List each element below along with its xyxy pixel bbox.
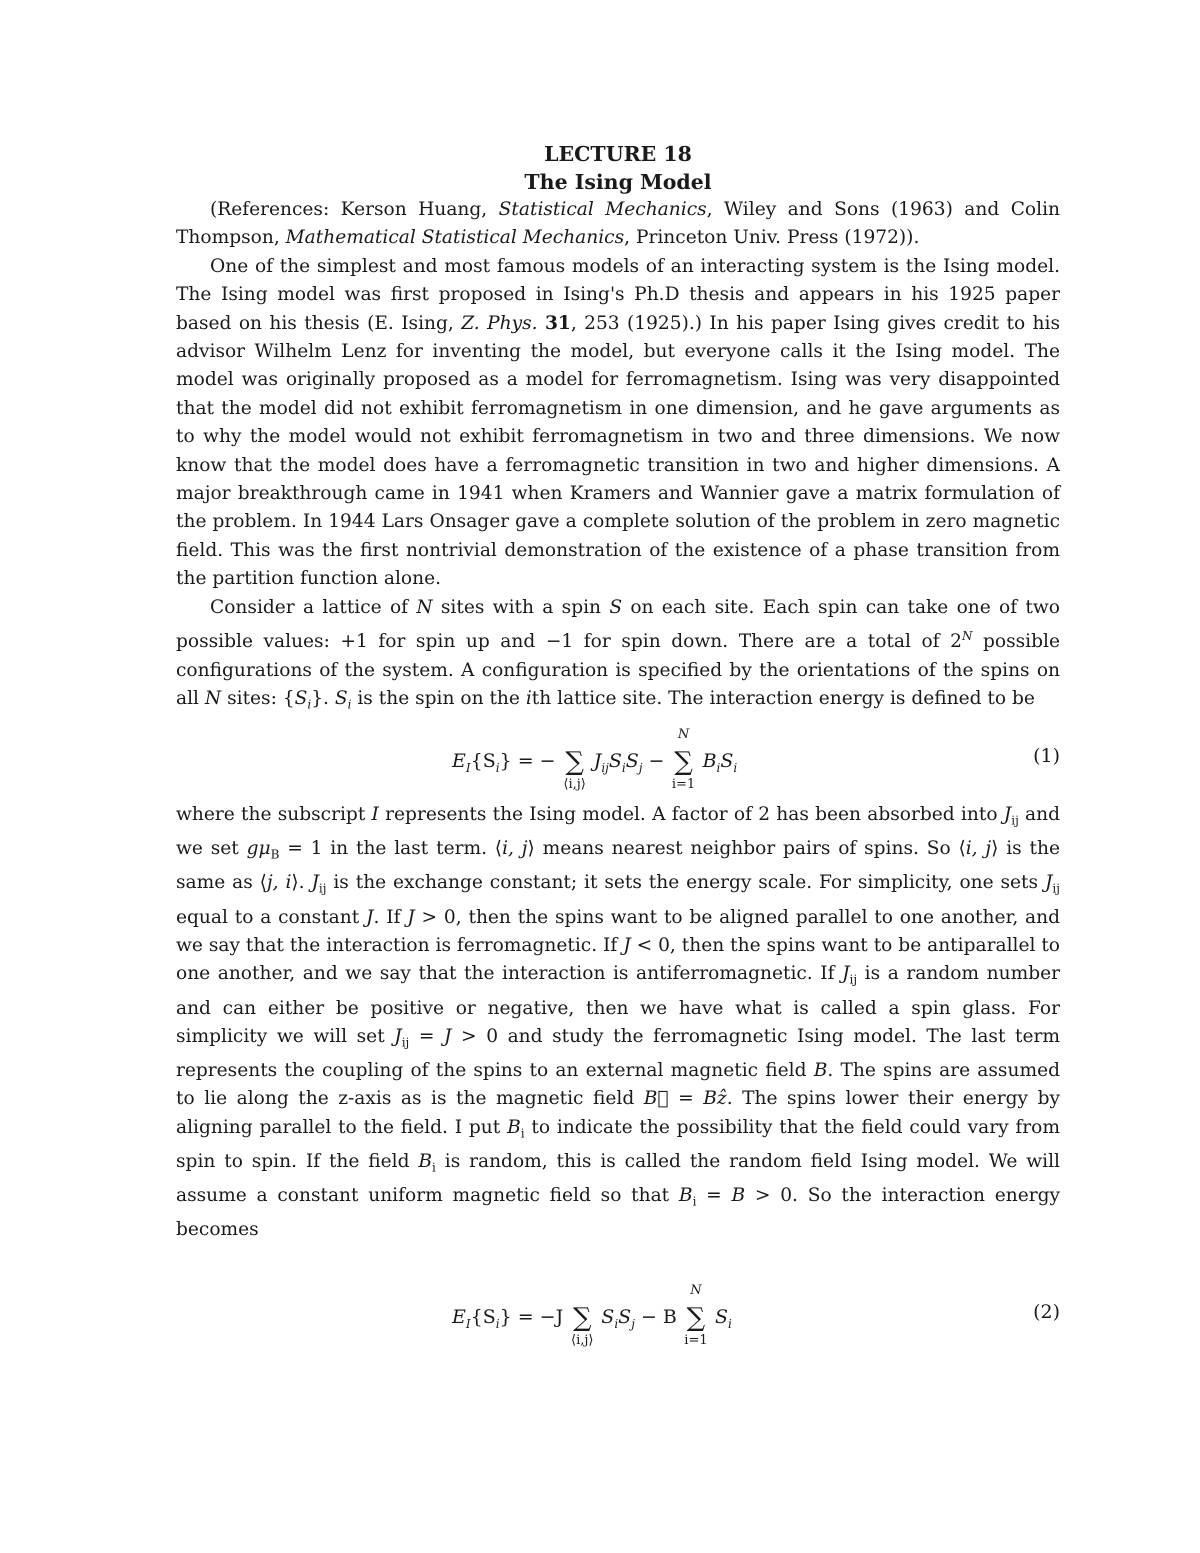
- equation-number: (2): [1033, 1300, 1060, 1323]
- lecture-number: LECTURE 18: [544, 142, 692, 166]
- equation-2: $E_I\{S_i\} = -J$ ∑ ⟨i,j⟩ $S_iS_j - B$ N ∑ i=1 $S_i$ (2): [452, 1282, 1060, 1348]
- intro-paragraph: One of the simplest and most famous models of an interacting system is the Ising model. The Ising model was first proposed in Ising's Ph.D thesis and appears in his 1925 paper based on his thesis (E. Ising, Z. Phys. 31, 253 (1925).) In his paper Ising gives credit to his advisor Wilhelm Lenz for inventing the model, but everyone calls it the Ising model. The model was originally proposed as a model for ferromagnetism. Ising was very disappointed that the model did not exhibit ferromagnetism in one dimension, and he gave arguments as to why the model would not exhibit ferromagnetism in two and three dimensions. We now know that the model does have a ferromagnetic transition in two and higher dimensions. A major breakthrough came in 1941 when Kramers and Wannier gave a matrix formulation of the problem. In 1944 Lars Onsager gave a complete solution of the problem in zero magnetic field. This was the first nontrivial demonstration of the existence of a phase transition from the partition function alone.: [176, 255, 1061, 590]
- sum-operator: ∑ ⟨i,j⟩: [571, 1302, 594, 1348]
- equation-1: $E_I\{S_i\}$ = − ∑ ⟨i,j⟩ $J_{ij}S_iS_j$ − N ∑ i=1 $B_iS_i$ (1): [452, 727, 1060, 793]
- sum-operator: ∑ ⟨i,j⟩: [563, 747, 586, 793]
- document-page: [176, 140, 1060, 1357]
- ising-explanation-paragraph: where the subscript I represents the Ising model. A factor of 2 has been absorbed into $J_{ij}$ and we set $g\mu_B = 1$ in the last term. ⟨i, j⟩ means nearest neighbor pairs of spins. So ⟨i, j⟩ is the same as ⟨j, i⟩. $J_{ij}$ is the exchange constant; it sets the energy scale. For simplicity, one sets $J_{ij}$ equal to a constant J. If J > 0, then the spins want to be aligned parallel to one another, and we say that the interaction is ferromagnetic. If J < 0, then the spins want to be antiparallel to one another, and we say that the interaction is antiferromagnetic. If $J_{ij}$ is a random number and can either be positive or negative, then we have what is called a spin glass. For simplicity we will set $J_{ij} = J > 0$ and study the ferromagnetic Ising model. The last term represents the coupling of the spins to an external magnetic field B. The spins are assumed to lie along the z-axis as is the magnetic field B⃗ = Bẑ. The spins lower their energy by aligning parallel to the field. I put $B_i$ to indicate the possibility that the field could vary from spin to spin. If the field $B_i$ is random, this is called the random field Ising model. We will assume a constant uniform magnetic field so that $B_i = B > 0$. So the interaction energy becomes: [176, 804, 1061, 1241]
- references-paragraph: (References: Kerson Huang, Statistical Mechanics, Wiley and Sons (1963) and Colin Thompson, Mathematical Statistical Mechanics, Princeton Univ. Press (1972)).: [176, 199, 1060, 249]
- page-title: The Ising Model: [524, 170, 712, 194]
- sum-operator: N ∑ i=1: [671, 727, 696, 793]
- sum-operator: N ∑ i=1: [684, 1282, 708, 1348]
- equation-number: (1): [1033, 745, 1060, 768]
- lattice-paragraph: Consider a lattice of N sites with a spin S on each site. Each spin can take one of two possible values: +1 for spin up and −1 for spin down. There are a total of $2^N$ possible configurations of the system. A configuration is specified by the orientations of the spins on all N sites: $\{S_i\}$. $S_i$ is the spin on the ith lattice site. The interaction energy is defined to be: [176, 596, 1060, 712]
